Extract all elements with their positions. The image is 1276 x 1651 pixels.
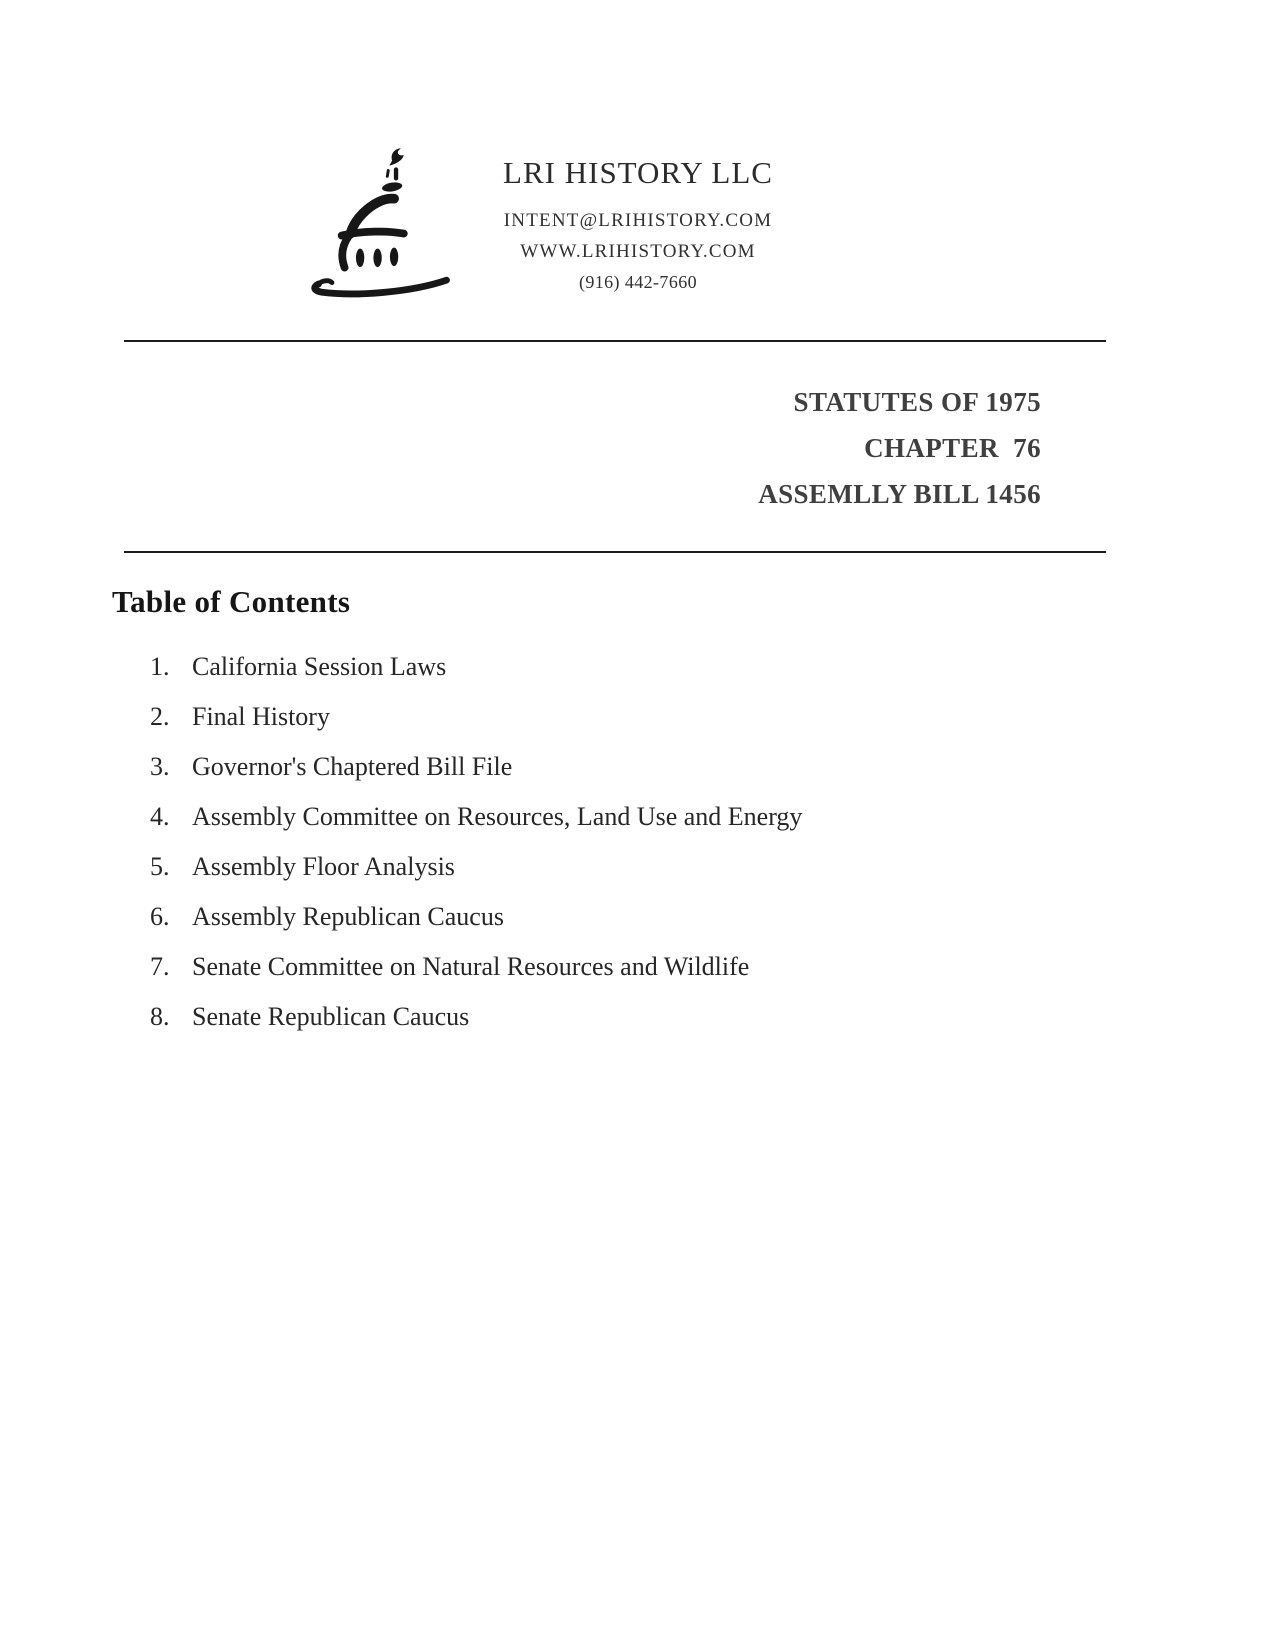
- toc-item: [150, 652, 1110, 682]
- toc-item-label: Assembly Committee on Resources, Land Use and Energy: [192, 802, 803, 831]
- statute-title-block: [758, 379, 1041, 517]
- divider-top: [124, 340, 1106, 342]
- toc-item-number: 1.: [150, 652, 170, 681]
- toc-item: [150, 902, 1110, 932]
- statutes-line: STATUTES OF 1975: [793, 387, 1041, 417]
- bill-line: ASSEMLLY BILL 1456: [758, 479, 1041, 509]
- toc-item-label: Senate Republican Caucus: [192, 1002, 470, 1031]
- toc-item-number: 3.: [150, 752, 170, 781]
- toc-item-label: Assembly Republican Caucus: [192, 902, 504, 931]
- company-email: INTENT@LRIHISTORY.COM: [503, 210, 773, 231]
- letterhead: [466, 154, 810, 298]
- toc-item-label: Final History: [192, 702, 330, 731]
- toc-heading: Table of Contents: [112, 584, 351, 619]
- toc-item-number: 8.: [150, 1002, 170, 1031]
- toc-item: [150, 802, 1110, 832]
- contact-block: [466, 205, 810, 298]
- chapter-line: CHAPTER 76: [864, 433, 1041, 463]
- toc-item: [150, 702, 1110, 732]
- company-phone: (916) 442-7660: [578, 272, 698, 292]
- toc-item: [150, 852, 1110, 882]
- toc-item-number: 6.: [150, 902, 170, 931]
- divider-bottom: [124, 551, 1106, 553]
- company-name: LRI HISTORY LLC: [503, 155, 773, 190]
- company-website: WWW.LRIHISTORY.COM: [520, 241, 756, 262]
- toc-item: [150, 1002, 1110, 1032]
- toc-item-label: Senate Committee on Natural Resources and Wildlife: [192, 952, 750, 981]
- toc-item-number: 2.: [150, 702, 170, 731]
- toc-item-label: Assembly Floor Analysis: [192, 852, 455, 881]
- toc-item: [150, 952, 1110, 982]
- toc-item-number: 7.: [150, 952, 170, 981]
- toc-item-label: Governor's Chaptered Bill File: [192, 752, 513, 781]
- toc-list: [150, 652, 1110, 1052]
- toc-item: [150, 752, 1110, 782]
- toc-item-number: 5.: [150, 852, 170, 881]
- toc-item-number: 4.: [150, 802, 170, 831]
- capitol-dome-icon: [298, 134, 463, 306]
- toc-item-label: California Session Laws: [192, 652, 447, 681]
